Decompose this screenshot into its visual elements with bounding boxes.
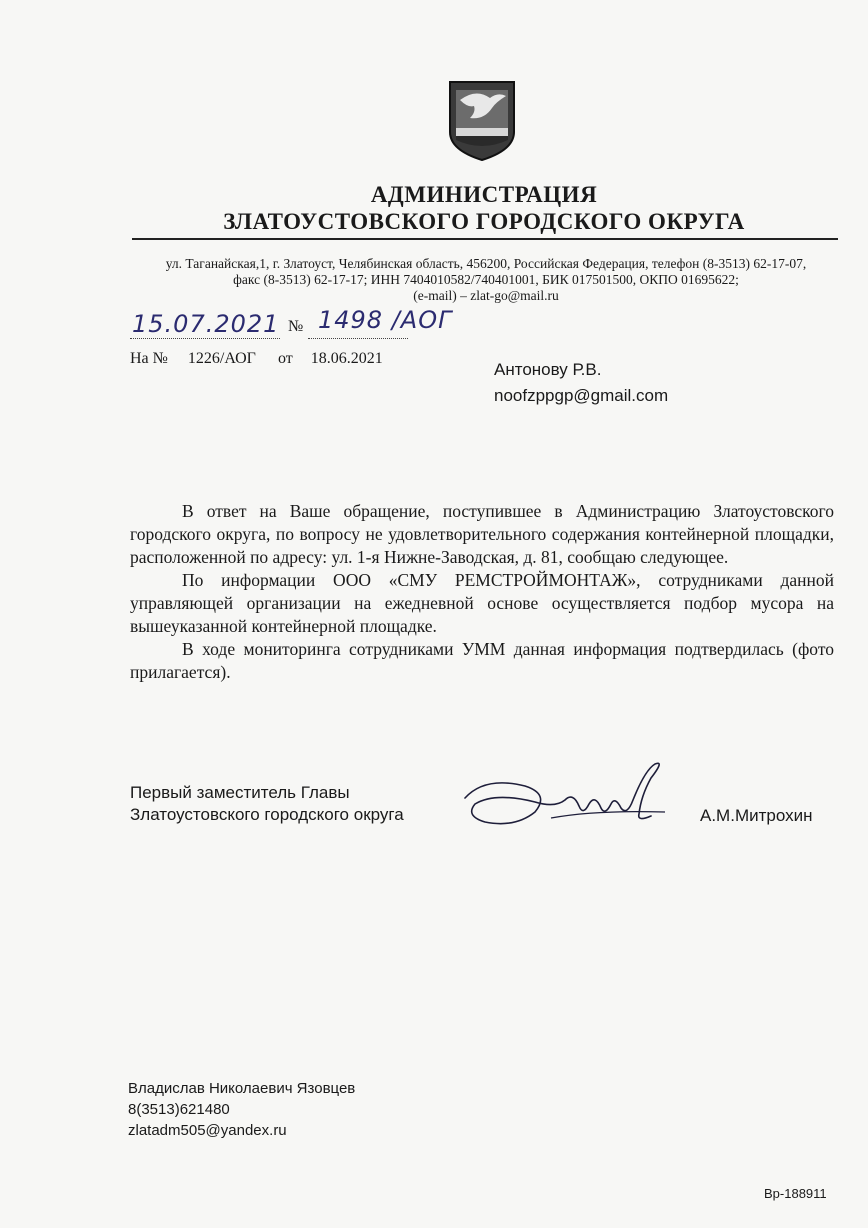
signatory-name: А.М.Митрохин [700, 806, 813, 825]
signatory-title-line-1: Первый заместитель Главы [130, 783, 350, 802]
address-line-3: (e-mail) – zlat-go@mail.ru [413, 288, 559, 303]
registration-number-handwritten: 1498 /АОГ [318, 306, 453, 334]
organization-title-line-2: ЗЛАТОУСТОВСКОГО ГОРОДСКОГО ОКРУГА [223, 209, 745, 234]
handwritten-signature [455, 756, 675, 838]
recipient-email: noofzppgp@gmail.com [494, 386, 669, 405]
reference-number: 1226/АОГ [187, 350, 256, 367]
registration-number-sign: № [288, 318, 304, 335]
address-line-1: ул. Таганайская,1, г. Златоуст, Челябинская область, 456200, Российская Федерация, телефон (8-3513) 62-17-07, [165, 256, 807, 271]
reference-prefix: На № [130, 350, 168, 367]
address-line-2: факс (8-3513) 62-17-17; ИНН 7404010582/740401001, БИК 017501500, ОКПО 01695622; [233, 272, 739, 287]
registration-date-handwritten: 15.07.2021 [132, 310, 280, 338]
registration-number-underline [308, 338, 408, 339]
executor-name: Владислав Николаевич Язовцев [128, 1080, 356, 1097]
signatory-title-line-2: Златоустовского городского округа [130, 805, 404, 824]
registration-date-underline [130, 338, 280, 339]
reference-date: 18.06.2021 [310, 350, 383, 367]
reference-from-word: от [277, 350, 293, 367]
reference-line [130, 350, 383, 368]
header-divider [132, 238, 838, 240]
recipient-name: Антонову Р.В. [494, 360, 602, 379]
body-paragraph-3: В ходе мониторинга сотрудниками УММ данная информация подтвердилась (фото прилагается). [130, 639, 834, 682]
letter-body [130, 500, 834, 684]
document-code: Вр-188911 [764, 1186, 827, 1201]
body-paragraph-1: В ответ на Ваше обращение, поступившее в Администрацию Златоустовского городского округа, по вопросу не удовлетворительного содержания контейнерной площадки, расположенной по адресу: ул. 1-я Нижне-Заводская, д. 81, сообщаю следующее. [130, 501, 834, 567]
body-paragraph-2: По информации ООО «СМУ РЕМСТРОЙМОНТАЖ», сотрудниками данной управляющей организации на ежедневной основе осуществляется подбор мусора на вышеуказанной контейнерной площадке. [130, 570, 834, 636]
executor-phone: 8(3513)621480 [128, 1101, 230, 1118]
executor-email: zlatadm505@yandex.ru [128, 1122, 287, 1139]
coat-of-arms-emblem [446, 78, 518, 162]
organization-title-line-1: АДМИНИСТРАЦИЯ [370, 182, 598, 207]
